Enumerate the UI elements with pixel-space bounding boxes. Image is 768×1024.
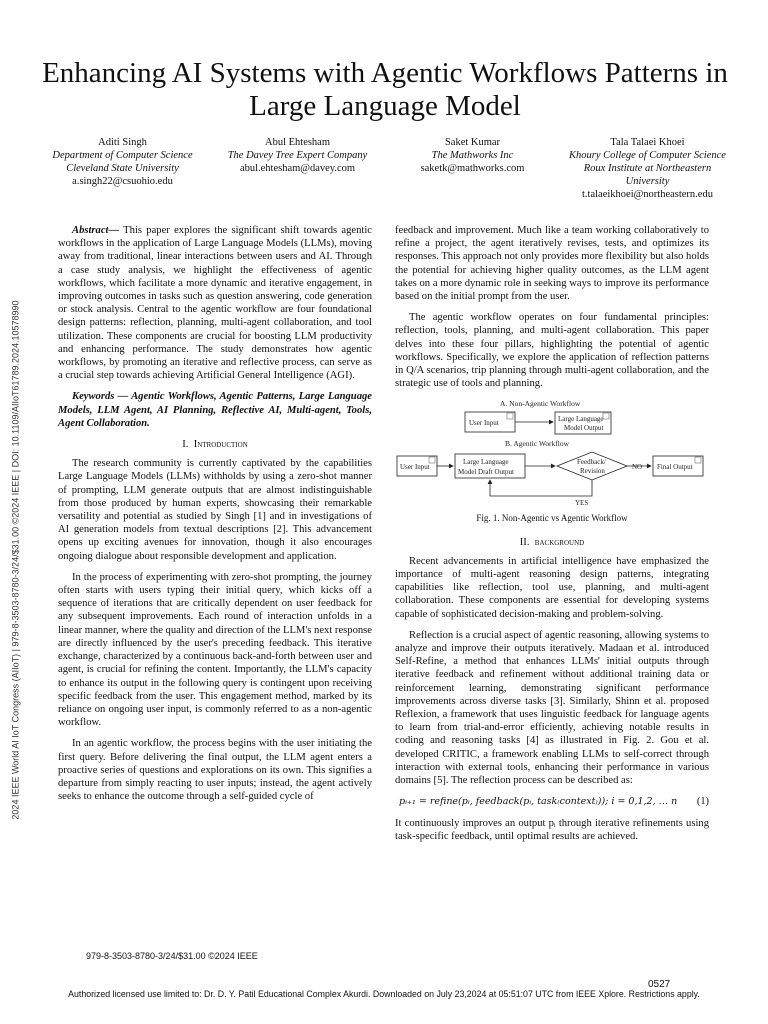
final-output-text: Final Output bbox=[657, 463, 693, 472]
user-input-text-b: User Input bbox=[400, 463, 430, 472]
author-affiliation: Department of Computer Science Cleveland State University bbox=[52, 150, 193, 174]
author-2 bbox=[215, 136, 380, 201]
author-email: a.singh22@csuohio.edu bbox=[72, 176, 173, 187]
abstract-label: Abstract— bbox=[72, 225, 120, 236]
intro-paragraph-1: The research community is currently captivated by the capabilities Large Language Models (LLMs) withholds by using a zero-shot manner of prompting, LLM generate outputs that are almost indistinguishable from those produced by human experts, showcasing their remarkable versatility and potential as studied by Singh [1] and in investigations of AI generation models from textual descriptions [2]. This advancement opens up exciting avenues for innovation, though it also encourages ongoing dialogue about responsible development and application. bbox=[58, 458, 372, 562]
llm-output-text-1: Large Language bbox=[558, 415, 604, 424]
intro-paragraph-3: In an agentic workflow, the process begins with the user initiating the first query. Before delivering the final output, the LLM agent enters a proactive series of questions and explorations on its own. This signifies a departure from simply reacting to user inputs; instead, the agent actively seeks to enhance the outcome through a self-guided cycle of bbox=[58, 738, 372, 803]
author-affiliation: The Davey Tree Expert Company bbox=[227, 150, 368, 161]
workflow-diagram bbox=[395, 398, 709, 510]
left-column bbox=[58, 224, 372, 811]
label-agentic: B. Agentic Workflow bbox=[505, 439, 570, 449]
author-email: t.talaeikhoei@northeastern.edu bbox=[582, 189, 713, 200]
section-heading-introduction bbox=[58, 438, 372, 451]
background-paragraph-1: Recent advancements in artificial intelligence have emphasized the importance of multi-agent reasoning design patterns, integrating capabilities like reflection, tool use, planning, and multi-agent collaboration. These components are essential for developing systems capable of sophisticated decision-making and problem-solving. bbox=[395, 555, 709, 620]
equation-text: pᵢ₊₁ = refine(pᵢ, feedback(pᵢ, task₍context₎)); i = 0,1,2, … n bbox=[399, 796, 678, 808]
right-paragraph-2: The agentic workflow operates on four fundamental principles: reflection, tools, planning, and multi-agent collaboration. This paper delves into these four pillars, highlighting the potential of agentic workflows. Specifically, we explore the application of reflection patterns in Q/A scenarios, trip planning through multi-agent collaboration, and the strategic use of tools and planning. bbox=[395, 312, 709, 390]
author-3 bbox=[390, 136, 555, 201]
author-email: saketk@mathworks.com bbox=[420, 163, 525, 174]
background-paragraph-2: Reflection is a crucial aspect of agentic reasoning, allowing systems to analyze and improve their outputs iteratively. Madaan et al. introduced Self-Refine, a method that enhances LLMs' initial outputs through iterative feedback and refinement without additional training data or reinforcement learning, demonstrating significant performance improvements across diverse tasks [3]. Similarly, Shinn et al. proposed Reflexion, a framework that uses linguistic feedback for language agents to learn from trial-and-error efficiently, achieving notable results in coding and reasoning tasks [4] as illustrated in Fig. 2. Gou et al. developed CRITIC, a framework enabling LLMs to self-correct through interaction with external tools, enhancing their performance in various domains [5]. The reflection process can be described as: bbox=[395, 629, 709, 787]
side-banner-text: 2024 IEEE World AI IoT Congress (AIIoT) | 979-8-3503-8780-3/24/$31.00 ©2024 IEEE | DOI: 10.1109/AIIoT61789.2024.10578990 bbox=[11, 300, 21, 820]
abstract-text: This paper explores the significant shift towards agentic workflows in the application of Large Language Models (LLMs), moving away from traditional, linear interactions between users and AI. Through a case study analysis, we highlight the effectiveness of agentic workflows, which facilitate a more dynamic and iterative engagement, in improving outcomes in tasks such as question answering, code generation or stock analysis. Central to the agentic workflow are four foundational design patterns: reflection, planning, multi-agent collaboration, and tool utilization. These components are crucial for boosting LLM productivity and enhancing performance. The study demonstrates how agentic workflows, by promoting an iterative and reflective process, can serve as a crucial step towards achieving Artificial General Intelligence (AGI). bbox=[58, 225, 372, 382]
yes-loop bbox=[490, 480, 592, 496]
feedback-text-1: Feedback/ bbox=[577, 458, 606, 467]
label-non-agentic: A. Non-Agentic Workflow bbox=[500, 399, 581, 409]
page-number: 0527 bbox=[648, 979, 671, 990]
llm-draft-text-2: Model Draft Output bbox=[458, 468, 514, 477]
user-input-text-a: User Input bbox=[469, 419, 499, 428]
section-heading-background bbox=[395, 536, 709, 549]
keywords: Keywords — Agentic Workflows, Agentic Patterns, Large Language Models, LLM Agent, AI Planning, Reflective AI, Multi-agent, Tools, Agent Collaboration. bbox=[58, 391, 372, 429]
author-email: abul.ehtesham@davey.com bbox=[239, 163, 356, 174]
no-label: NO bbox=[632, 463, 643, 472]
side-banner bbox=[6, 250, 26, 870]
paper-title: Enhancing AI Systems with Agentic Workflows Patterns in Large Language Model bbox=[42, 57, 728, 122]
author-name: Abul Ehtesham bbox=[264, 137, 331, 148]
section-number: II. bbox=[519, 536, 530, 548]
right-column bbox=[395, 224, 709, 851]
final-paragraph: It continuously improves an output pᵢ through iterative refinements using task-specific feedback, until optimal results are achieved. bbox=[395, 817, 709, 842]
equation-1 bbox=[395, 795, 709, 808]
llm-output-text-2: Model Output bbox=[564, 424, 604, 433]
llm-draft-text-1: Large Language bbox=[463, 458, 509, 467]
author-name: Saket Kumar bbox=[444, 137, 501, 148]
right-paragraph-1: feedback and improvement. Much like a team working collaboratively to refine a project, the agent iteratively revises, tests, and optimizes its responses. This approach not only provides more flexibility but also holds the potential for achieving higher quality outcomes, as the LLM agent takes on a more dynamic role in seeking ways to improve its performance based on the initial prompt from the user. bbox=[395, 225, 709, 303]
yes-label: YES bbox=[575, 499, 589, 508]
author-block bbox=[40, 136, 730, 201]
figure-caption: Fig. 1. Non-Agentic vs Agentic Workflow bbox=[476, 513, 628, 524]
abstract bbox=[58, 224, 372, 382]
section-title: background bbox=[534, 536, 585, 548]
equation-number: (1) bbox=[696, 796, 709, 808]
license-notice: Authorized licensed use limited to: Dr. D. Y. Patil Educational Complex Akurdi. Downloaded on July 23,2024 at 05:51:07 UTC from IEEE Xplore. Restrictions apply. bbox=[68, 989, 700, 999]
author-affiliation: Khoury College of Computer Science Roux Institute at Northeastern University bbox=[569, 150, 726, 187]
author-affiliation: The Mathworks Inc bbox=[431, 150, 514, 161]
intro-paragraph-2: In the process of experimenting with zero-shot prompting, the journey often starts with users typing their initial query, which kicks off a sequence of iterations that are critically dependent on user feedback for any subsequent improvements. Each round of interaction unfolds in a linear manner, where the quality and direction of the LLM's next response are directly influenced by the user's preceding feedback. This iterative exchange, characterized by a continuous back-and-forth between user and agent, is crucial for refining the content. Importantly, the LLM's capacity to enhance its output in the following query is contingent upon receiving specific feedback from the user. This engagement method, marked by its reliance on ongoing user input, is commonly referred to as a non-agentic workflow. bbox=[58, 571, 372, 729]
section-number: I. bbox=[182, 439, 189, 451]
isbn-footer: 979-8-3503-8780-3/24/$31.00 ©2024 IEEE bbox=[86, 951, 258, 961]
feedback-text-2: Revision bbox=[580, 467, 605, 476]
feedback-decision bbox=[557, 452, 627, 480]
section-title: Introduction bbox=[193, 439, 248, 451]
figure-1 bbox=[395, 398, 709, 525]
author-name: Tala Talaei Khoei bbox=[610, 137, 685, 148]
author-4 bbox=[565, 136, 730, 201]
author-1 bbox=[40, 136, 205, 201]
author-name: Aditi Singh bbox=[98, 137, 147, 148]
